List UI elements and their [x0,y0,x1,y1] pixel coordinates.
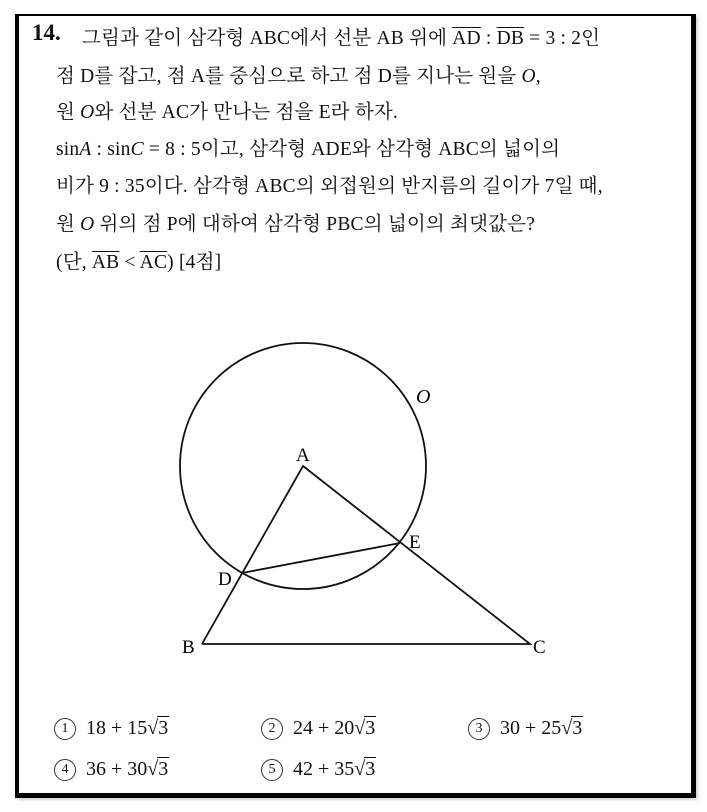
text: , [535,66,541,87]
text: sin [56,139,80,160]
label-C: C [533,637,546,658]
text: 원 [56,214,81,235]
text: 원 [56,102,81,123]
radicand: 3 [158,758,169,780]
option-4[interactable] [54,757,169,781]
angle-C-symbol: C [130,139,144,160]
question-number: 14. [32,20,61,45]
option-3[interactable] [468,716,583,740]
angle-A-symbol: A [79,139,92,160]
circle-O-symbol: O [80,214,95,235]
option-number: 3 [468,718,490,740]
text: = 8 : 5이고, 삼각형 ADE와 삼각형 ABC의 넓이의 [143,139,561,160]
text: ) [4점] [167,252,222,273]
option-number: 5 [261,759,283,781]
circle-O-symbol: O [80,102,95,123]
option-value: 30 + 25 [500,717,562,739]
segment-AB: $\overline{AB}$ [91,252,120,273]
text: : [480,28,497,49]
text: 그림과 같이 삼각형 ABC에서 선분 AB 위에 [82,28,453,49]
sqrt-icon: √3 [147,717,169,739]
sqrt-icon: √3 [354,717,376,739]
segment-AC: $\overline{AC}$ [139,252,168,273]
text: 비가 9 : 35이다. 삼각형 ABC의 외접원의 반지름의 길이가 7일 때, [56,176,603,197]
option-5[interactable] [261,757,376,781]
triangle-ABC [202,466,530,644]
circle-O-symbol: O [521,66,536,87]
segment-DE [242,543,400,573]
sqrt-icon: √3 [354,758,376,780]
radicand: 3 [365,717,376,739]
label-B: B [182,637,195,658]
option-value: 42 + 35 [293,758,355,780]
segment-DB: $\overline{DB}$ [496,28,525,49]
text: : sin [91,139,131,160]
sqrt-icon: √3 [147,758,169,780]
text: 위의 점 P에 대하여 삼각형 PBC의 넓이의 최댓값은? [94,214,536,235]
radicand: 3 [158,717,169,739]
text: 와 선분 AC가 만나는 점을 E라 하자. [94,102,398,123]
label-D: D [218,569,232,590]
text: 점 D를 잡고, 점 A를 중심으로 하고 점 D를 지나는 원을 [56,66,522,87]
option-value: 36 + 30 [86,758,148,780]
option-2[interactable] [261,716,376,740]
option-number: 2 [261,718,283,740]
radicand: 3 [365,758,376,780]
option-1[interactable] [54,716,169,740]
option-value: 24 + 20 [293,717,355,739]
option-value: 18 + 15 [86,717,148,739]
radicand: 3 [572,717,583,739]
text: (단, [56,252,92,273]
segment-AD: $\overline{AD}$ [452,28,481,49]
label-A: A [296,445,310,466]
option-number: 4 [54,759,76,781]
option-number: 1 [54,718,76,740]
sqrt-icon: √3 [561,717,583,739]
label-O: O [416,386,431,408]
text: < [119,252,140,273]
text: = 3 : 2인 [524,28,601,49]
label-E: E [409,532,421,553]
